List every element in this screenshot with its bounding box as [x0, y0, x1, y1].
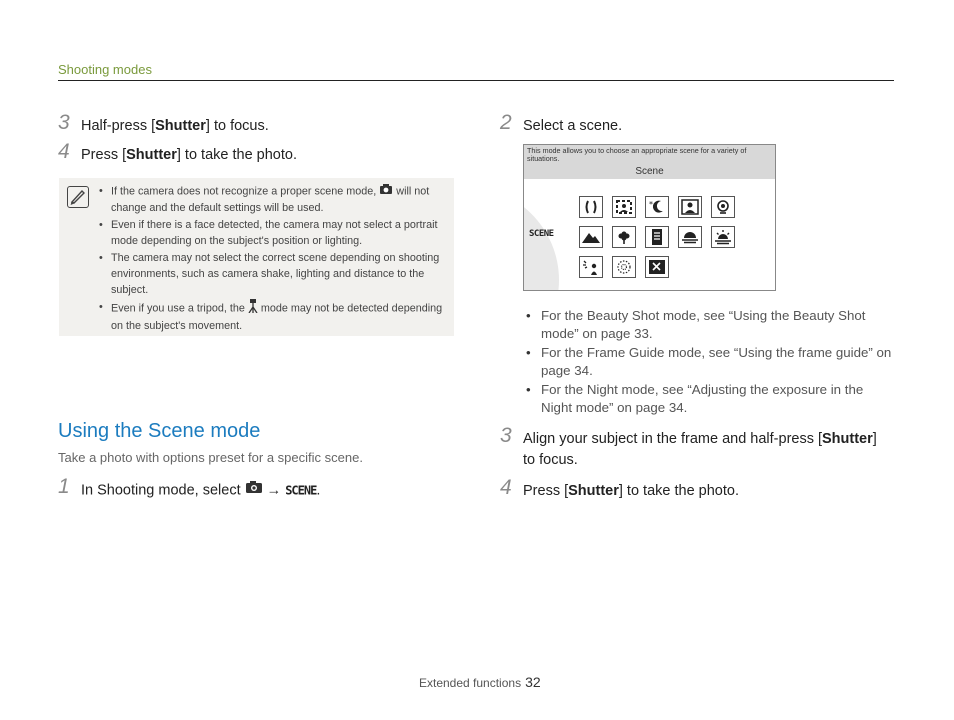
- step-text: In Shooting mode, select → SCENE.: [81, 480, 320, 501]
- list-item: • For the Night mode, see “Adjusting the exposure in the Night mode” on page 34.: [523, 381, 893, 417]
- note-list: [101, 183, 447, 335]
- tripod-icon: [248, 299, 258, 318]
- camera-screen: [523, 144, 776, 291]
- step-number: 2: [500, 111, 512, 134]
- footer-section: Extended functions: [419, 676, 522, 690]
- screen-description: This mode allows you to choose an appropriate scene for a variety of situations.: [527, 146, 747, 163]
- step-number: 3: [58, 111, 70, 134]
- camera-icon: [245, 480, 263, 501]
- step-number: 4: [500, 476, 512, 499]
- header-rule: [58, 80, 894, 81]
- page-footer: [419, 674, 541, 690]
- scene-beach-snow-icon[interactable]: [645, 256, 669, 278]
- scene-sunset-icon[interactable]: [678, 226, 702, 248]
- note-item: • If the camera does not recognize a proper scene mode, will not change and the default settings will be used.: [101, 183, 447, 216]
- note-pencil-icon: [67, 186, 89, 208]
- step-text: Half-press [Shutter] to focus.: [81, 118, 269, 134]
- list-item: • For the Frame Guide mode, see “Using the frame guide” on page 34.: [523, 344, 893, 380]
- svg-text:*: *: [649, 200, 653, 209]
- scene-night-icon[interactable]: [645, 196, 669, 218]
- list-item: • For the Beauty Shot mode, see “Using the Beauty Shot mode” on page 33.: [523, 307, 893, 343]
- scene-close-up-icon[interactable]: [612, 226, 636, 248]
- scene-backlight-icon[interactable]: [579, 256, 603, 278]
- section-subtitle: Take a photo with options preset for a specific scene.: [58, 450, 363, 465]
- page-number: 32: [525, 674, 541, 690]
- scene-dawn-icon[interactable]: [711, 226, 735, 248]
- screen-header: [524, 145, 775, 179]
- scene-notes-list: [523, 307, 893, 418]
- note-item: • The camera may not select the correct scene depending on shooting environments, such as camera shake, lighting and distance to the subject.: [101, 250, 447, 298]
- section-title: Using the Scene mode: [58, 420, 261, 442]
- scene-mode-icon: SCENE: [285, 483, 317, 498]
- note-item: • Even if you use a tripod, the mode may not be detected depending on the subject's movement.: [101, 299, 447, 334]
- scene-frame-guide-icon[interactable]: [612, 196, 636, 218]
- note-item: • Even if there is a face detected, the camera may not select a portrait mode depending on the subject's position or lighting.: [101, 217, 447, 249]
- scene-text-icon[interactable]: [645, 226, 669, 248]
- step-text: Select a scene.: [523, 118, 623, 134]
- step-number: 4: [58, 140, 70, 163]
- page-header-title: Shooting modes: [58, 62, 152, 77]
- step-text: Press [Shutter] to take the photo.: [523, 483, 739, 499]
- scene-fireworks-icon[interactable]: [612, 256, 636, 278]
- step-number: 3: [500, 424, 512, 447]
- step-text: Align your subject in the frame and half-press [Shutter] to focus.: [523, 431, 877, 468]
- screen-mode-label: SCENE: [529, 229, 554, 239]
- note-box: [59, 178, 454, 336]
- screen-label: Scene: [635, 166, 664, 177]
- scene-beauty-shot-icon[interactable]: [579, 196, 603, 218]
- smart-auto-camera-icon: [379, 183, 393, 200]
- scene-children-icon[interactable]: [711, 196, 735, 218]
- scene-portrait-icon[interactable]: [678, 196, 702, 218]
- step-text: Press [Shutter] to take the photo.: [81, 147, 297, 163]
- scene-landscape-icon[interactable]: [579, 226, 603, 248]
- step-number: 1: [58, 475, 70, 498]
